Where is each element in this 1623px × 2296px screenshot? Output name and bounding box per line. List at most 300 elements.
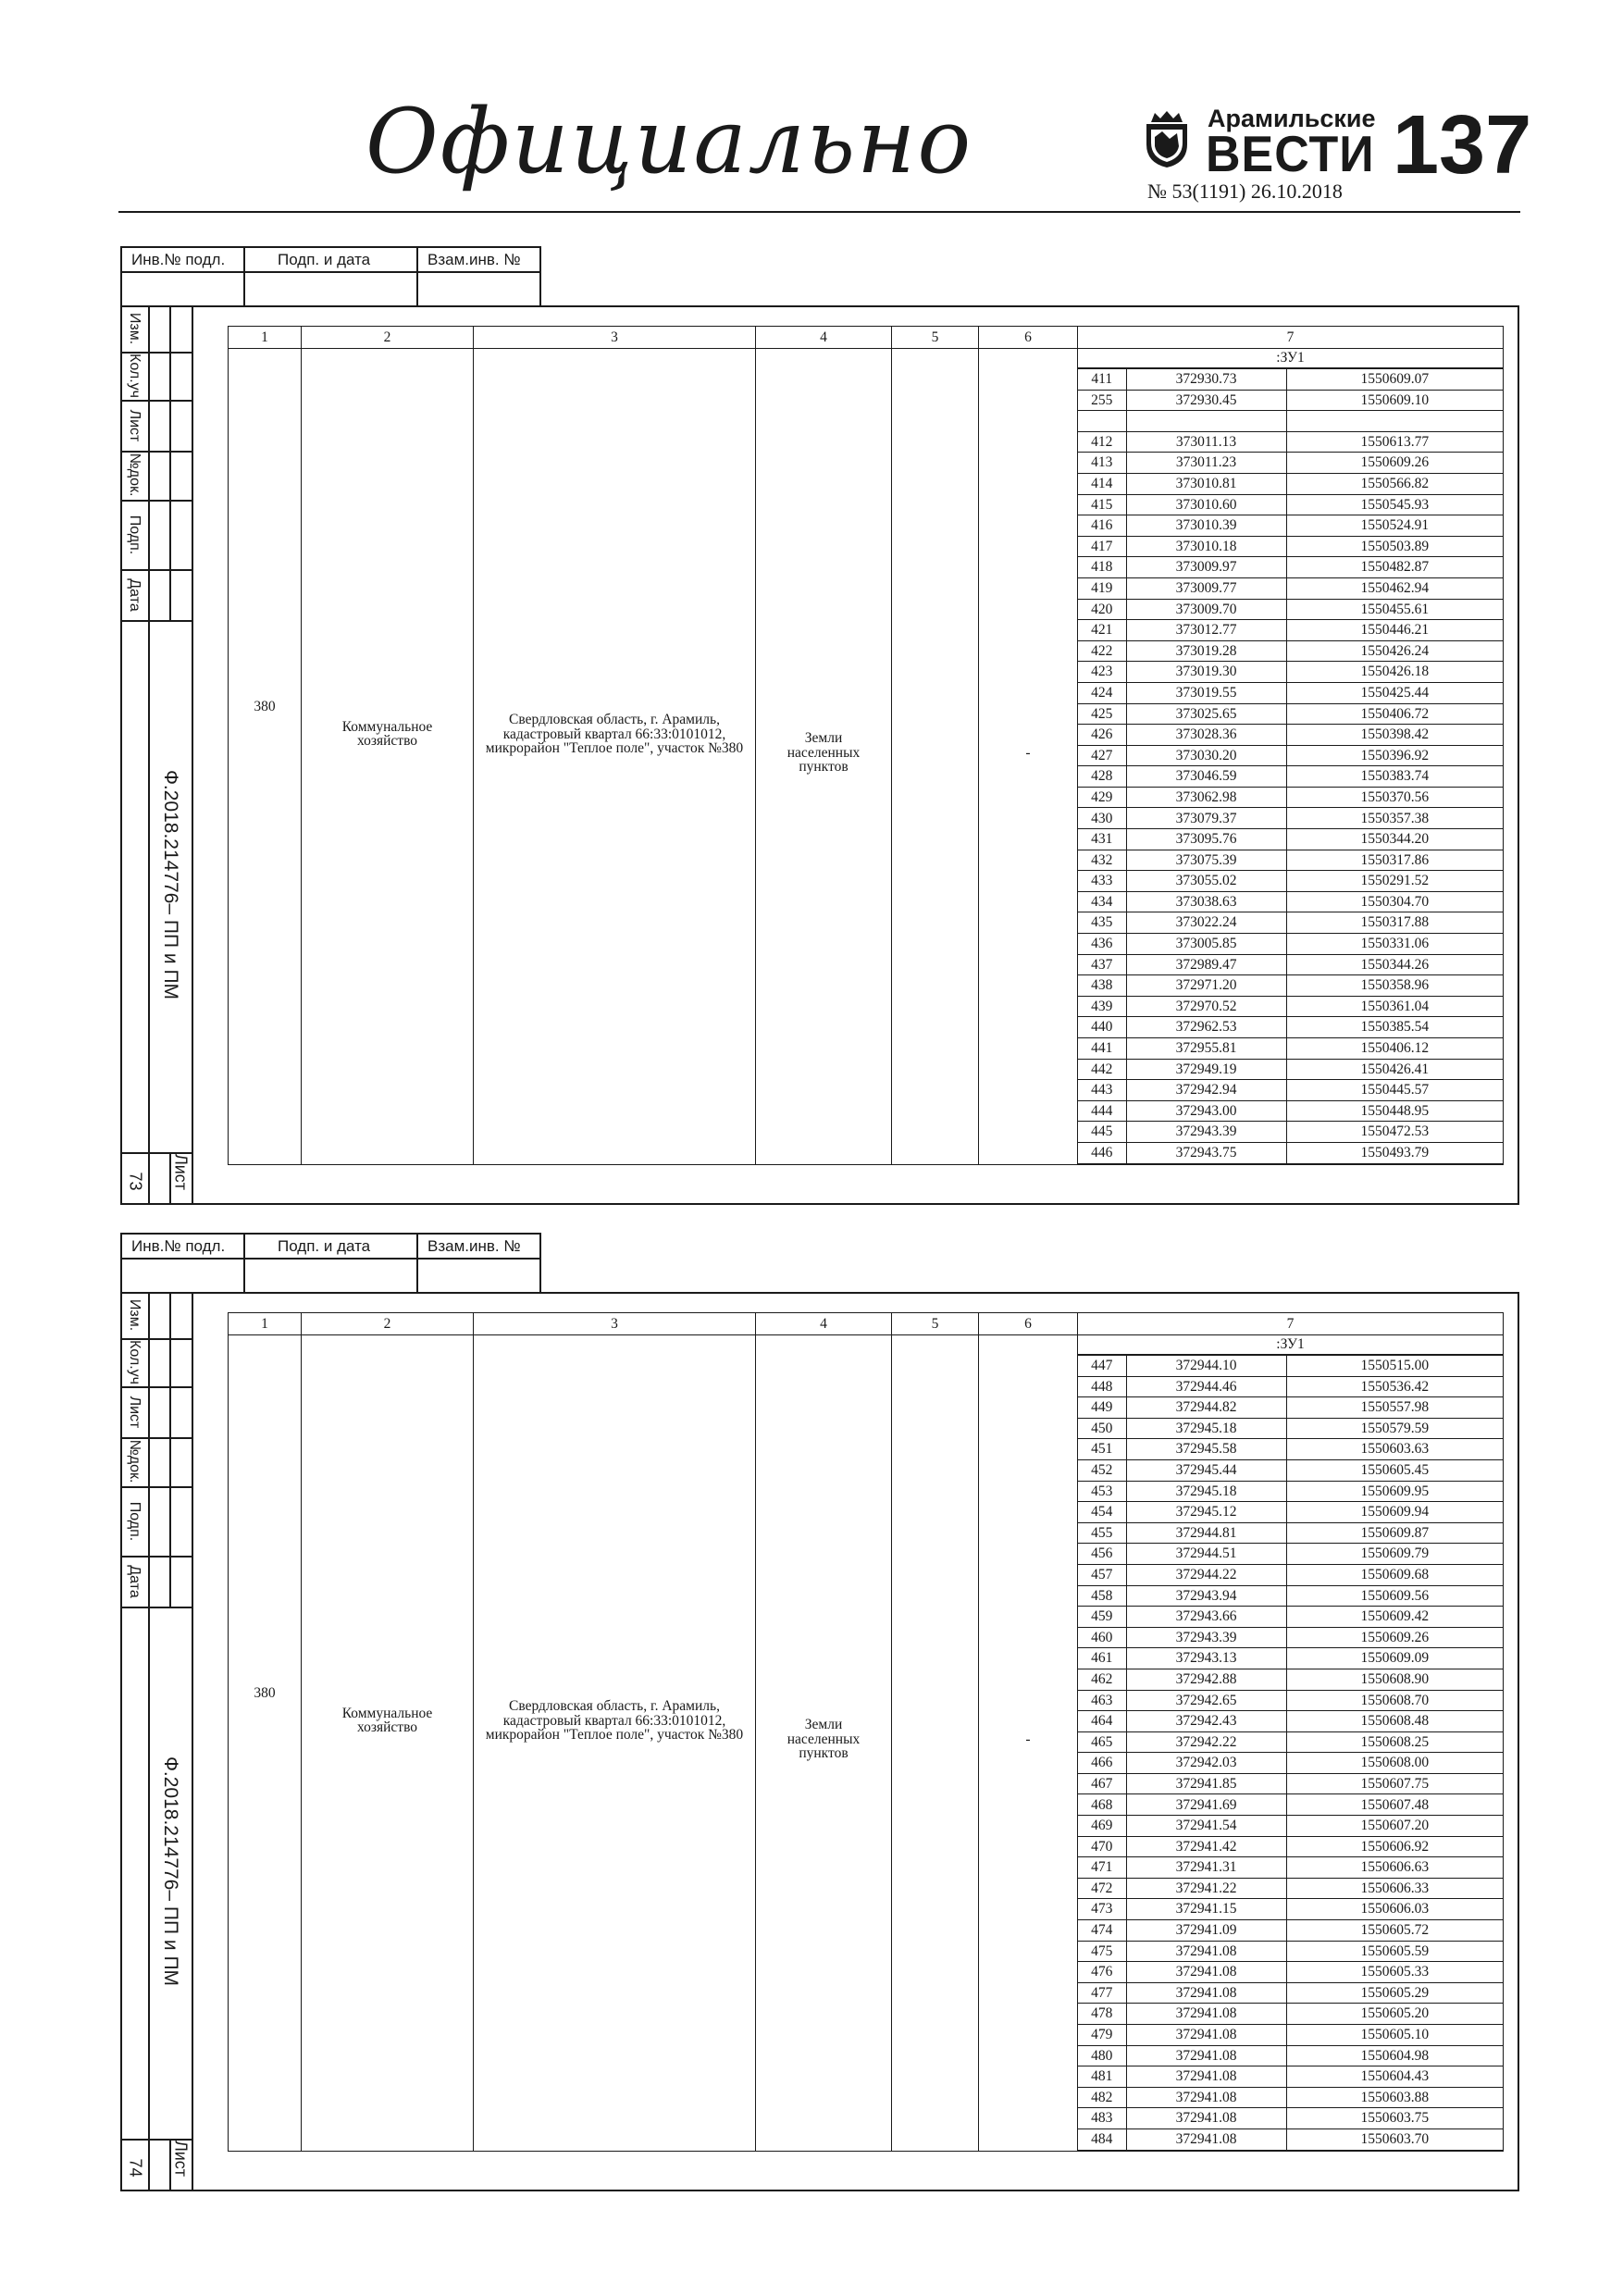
coord-cell: 373010.60	[1126, 494, 1286, 515]
coord-cell: 440	[1078, 1017, 1126, 1038]
coord-cell: 411	[1078, 369, 1126, 391]
table-row	[1078, 536, 1503, 557]
coord-cell: 429	[1078, 787, 1126, 808]
table-row	[1078, 1899, 1503, 1920]
coord-cell: 428	[1078, 766, 1126, 788]
table-row	[1078, 369, 1503, 391]
coord-cell: 372941.08	[1126, 2087, 1286, 2108]
side-label: Кол.уч	[127, 354, 142, 398]
coord-cell: 1550370.56	[1286, 787, 1503, 808]
coord-cell: 372930.45	[1126, 390, 1286, 411]
coord-cell: 1550383.74	[1286, 766, 1503, 788]
table-row	[1078, 1753, 1503, 1774]
coord-cell: 421	[1078, 620, 1126, 641]
coord-cell: 469	[1078, 1816, 1126, 1837]
coord-cell: 1550607.75	[1286, 1773, 1503, 1794]
coord-cell: 372944.82	[1126, 1397, 1286, 1419]
coord-cell: 1550426.41	[1286, 1059, 1503, 1080]
coord-cell: 373009.77	[1126, 577, 1286, 599]
table-row	[1078, 2004, 1503, 2025]
table-row	[1078, 934, 1503, 955]
coord-cell: 1550566.82	[1286, 473, 1503, 494]
plot-purpose: Коммунальное хозяйство	[341, 718, 433, 750]
coord-cell: 373055.02	[1126, 871, 1286, 892]
coord-cell: 427	[1078, 745, 1126, 766]
table-row	[1078, 703, 1503, 725]
coord-cell: 438	[1078, 975, 1126, 997]
coord-cell: 1550317.88	[1286, 912, 1503, 934]
table-row	[1078, 808, 1503, 829]
coord-cell: 412	[1078, 431, 1126, 453]
coord-cell: 1550385.54	[1286, 1017, 1503, 1038]
table-row	[1078, 390, 1503, 411]
plot-col6: -	[1025, 1731, 1031, 1747]
plot-purpose: Коммунальное хозяйство	[341, 1705, 433, 1736]
table-row	[1078, 1794, 1503, 1816]
coord-cell: 1550536.42	[1286, 1376, 1503, 1397]
plot-col6: -	[1025, 744, 1031, 761]
coord-cell: 1550609.87	[1286, 1522, 1503, 1544]
table-row	[1078, 1982, 1503, 2004]
coord-cell: 372941.31	[1126, 1857, 1286, 1879]
coord-cell: 1550304.70	[1286, 891, 1503, 912]
table-row	[1078, 1607, 1503, 1628]
coord-cell: 453	[1078, 1481, 1126, 1502]
coord-cell: 1550344.20	[1286, 829, 1503, 850]
stamp-inv-label: Инв.№ подл.	[131, 251, 226, 268]
coord-cell: 372945.58	[1126, 1439, 1286, 1460]
table-row	[1078, 766, 1503, 788]
coord-cell: 439	[1078, 996, 1126, 1017]
coord-cell: 1550609.95	[1286, 1481, 1503, 1502]
table-row	[1078, 620, 1503, 641]
coord-cell: 1550609.10	[1286, 390, 1503, 411]
coord-cell: 1550291.52	[1286, 871, 1503, 892]
coord-cell: 372949.19	[1126, 1059, 1286, 1080]
sheet-number: 73	[126, 1172, 145, 1191]
document-code: Ф.2018.214776– ПП и ПМ	[160, 1756, 181, 1987]
coord-cell: 1550603.75	[1286, 2108, 1503, 2129]
coord-cell: 372955.81	[1126, 1038, 1286, 1060]
side-label: Дата	[127, 578, 142, 612]
coord-cell: 372944.10	[1126, 1356, 1286, 1377]
column-header: 7	[1078, 1313, 1504, 1335]
coord-cell: 1550609.56	[1286, 1585, 1503, 1607]
coat-of-arms-icon	[1144, 109, 1190, 168]
table-row	[1078, 577, 1503, 599]
coord-cell: 471	[1078, 1857, 1126, 1879]
table-row	[1078, 1356, 1503, 1377]
table-row	[1078, 829, 1503, 850]
coord-cell: 372945.18	[1126, 1481, 1286, 1502]
table-row	[1078, 996, 1503, 1017]
coord-cell: 373079.37	[1126, 808, 1286, 829]
coord-cell: 1550446.21	[1286, 620, 1503, 641]
table-row	[1078, 1690, 1503, 1711]
coord-cell: 373009.70	[1126, 599, 1286, 620]
coord-cell: 1550425.44	[1286, 682, 1503, 703]
coord-cell: 1550613.77	[1286, 431, 1503, 453]
coord-cell: 1550608.70	[1286, 1690, 1503, 1711]
coord-cell: 372942.65	[1126, 1690, 1286, 1711]
sheet-label: Лист	[171, 2140, 191, 2178]
coord-cell: 479	[1078, 2025, 1126, 2046]
table-row	[1078, 1773, 1503, 1794]
coord-cell: 417	[1078, 536, 1126, 557]
coord-cell: 372944.46	[1126, 1376, 1286, 1397]
coord-cell: 468	[1078, 1794, 1126, 1816]
coord-cell: 465	[1078, 1731, 1126, 1753]
coord-cell: 444	[1078, 1100, 1126, 1122]
coord-cell: 373009.97	[1126, 557, 1286, 578]
plot-address: Свердловская область, г. Арамиль, кадастровый квартал 66:33:0101012, микрорайон "Теплое поле", участок №380	[485, 712, 744, 757]
coord-cell: 441	[1078, 1038, 1126, 1060]
coord-cell: 372941.08	[1126, 2108, 1286, 2129]
coord-cell: 461	[1078, 1648, 1126, 1669]
column-header: 6	[979, 1313, 1078, 1335]
coord-cell: 1550605.29	[1286, 1982, 1503, 2004]
coord-cell: 442	[1078, 1059, 1126, 1080]
plot-address: Свердловская область, г. Арамиль, кадастровый квартал 66:33:0101012, микрорайон "Теплое поле", участок №380	[485, 1698, 744, 1744]
land-plot-table	[228, 326, 1504, 1165]
coord-cell: 1550515.00	[1286, 1356, 1503, 1377]
coord-cell: 451	[1078, 1439, 1126, 1460]
coord-cell: 1550445.57	[1286, 1080, 1503, 1101]
column-header: 4	[756, 1313, 892, 1335]
logo-top-text: Арамильские	[1208, 105, 1376, 132]
coord-cell: 1550462.94	[1286, 577, 1503, 599]
coord-cell: 372941.08	[1126, 2025, 1286, 2046]
coord-cell: 1550426.18	[1286, 662, 1503, 683]
coord-cell: 459	[1078, 1607, 1126, 1628]
coord-cell: 1550331.06	[1286, 934, 1503, 955]
coord-cell: 1550608.00	[1286, 1753, 1503, 1774]
coord-cell: 1550317.86	[1286, 850, 1503, 871]
coord-cell: 372971.20	[1126, 975, 1286, 997]
table-row	[1078, 1585, 1503, 1607]
coord-cell: 480	[1078, 2045, 1126, 2066]
coord-cell: 1550606.03	[1286, 1899, 1503, 1920]
table-row	[1078, 1522, 1503, 1544]
coord-cell: 372943.66	[1126, 1607, 1286, 1628]
page-number: 137	[1393, 99, 1532, 192]
coord-cell: 1550607.48	[1286, 1794, 1503, 1816]
table-row	[1078, 850, 1503, 871]
table-row	[1078, 1122, 1503, 1143]
coord-cell: 372945.12	[1126, 1502, 1286, 1523]
coord-cell: 436	[1078, 934, 1126, 955]
coord-cell: 372943.13	[1126, 1648, 1286, 1669]
coord-cell: 475	[1078, 1941, 1126, 1962]
coord-cell: 372941.42	[1126, 1836, 1286, 1857]
table-row	[1078, 1962, 1503, 1983]
table-row	[1078, 1711, 1503, 1732]
coord-cell: 448	[1078, 1376, 1126, 1397]
table-row	[1078, 2025, 1503, 2046]
plot-category: Земли населенных пунктов	[787, 730, 861, 776]
side-label: Кол.уч	[127, 1340, 142, 1384]
coord-cell: 372962.53	[1126, 1017, 1286, 1038]
coord-cell: 372944.22	[1126, 1564, 1286, 1585]
coord-cell: 1550604.98	[1286, 2045, 1503, 2066]
sheet-label: Лист	[171, 1153, 191, 1191]
coord-cell: 372943.75	[1126, 1142, 1286, 1163]
coord-cell: 372942.88	[1126, 1669, 1286, 1690]
coord-cell: 372941.08	[1126, 1962, 1286, 1983]
coord-cell: 447	[1078, 1356, 1126, 1377]
table-row	[1078, 1038, 1503, 1060]
coord-cell: 483	[1078, 2108, 1126, 2129]
logo-main-text: ВЕСТИ	[1206, 126, 1375, 183]
coord-cell: 1550448.95	[1286, 1100, 1503, 1122]
table-row	[1078, 1142, 1503, 1163]
coord-cell: 473	[1078, 1899, 1126, 1920]
coord-cell: 372942.43	[1126, 1711, 1286, 1732]
coord-cell: 476	[1078, 1962, 1126, 1983]
coord-cell: 1550606.63	[1286, 1857, 1503, 1879]
coord-cell: 1550603.88	[1286, 2087, 1503, 2108]
table-row	[229, 349, 1504, 1165]
coord-cell: 372941.15	[1126, 1899, 1286, 1920]
table-row	[1078, 1627, 1503, 1648]
table-row	[1078, 745, 1503, 766]
coord-cell: 423	[1078, 662, 1126, 683]
stamp-sign-label: Подп. и дата	[278, 251, 371, 268]
zone-label: :ЗУ1	[1078, 1335, 1503, 1355]
side-label: Подп.	[127, 515, 142, 555]
coord-cell: 416	[1078, 515, 1126, 537]
plot-number: 380	[254, 698, 276, 714]
coord-cell: 372944.81	[1126, 1522, 1286, 1544]
table-row	[1078, 515, 1503, 537]
column-header: 4	[756, 327, 892, 349]
coord-cell: 372941.85	[1126, 1773, 1286, 1794]
coord-cell: 418	[1078, 557, 1126, 578]
table-row	[1078, 1836, 1503, 1857]
stamp-sign-label: Подп. и дата	[278, 1237, 371, 1255]
coord-cell: 1550609.42	[1286, 1607, 1503, 1628]
coord-cell: 463	[1078, 1690, 1126, 1711]
plot-category: Земли населенных пунктов	[787, 1717, 861, 1762]
coord-cell: 373012.77	[1126, 620, 1286, 641]
column-header: 1	[229, 327, 302, 349]
side-label: Лист	[127, 1396, 142, 1429]
coord-cell: 372930.73	[1126, 369, 1286, 391]
coord-cell: 462	[1078, 1669, 1126, 1690]
table-row	[1078, 1920, 1503, 1942]
coord-cell: 435	[1078, 912, 1126, 934]
coord-cell: 373010.81	[1126, 473, 1286, 494]
column-header: 5	[892, 1313, 979, 1335]
coord-cell: 372943.39	[1126, 1122, 1286, 1143]
column-header-row	[229, 1313, 1504, 1335]
table-row	[1078, 473, 1503, 494]
table-row	[1078, 1017, 1503, 1038]
coord-cell: 1550396.92	[1286, 745, 1503, 766]
side-label: Подп.	[127, 1501, 142, 1542]
coord-cell: 443	[1078, 1080, 1126, 1101]
coord-cell: 372941.08	[1126, 2004, 1286, 2025]
issue-info: № 53(1191) 26.10.2018	[1147, 180, 1343, 203]
coord-cell: 424	[1078, 682, 1126, 703]
coord-cell: 460	[1078, 1627, 1126, 1648]
table-row	[1078, 1564, 1503, 1585]
column-header: 3	[474, 1313, 756, 1335]
table-row	[1078, 1100, 1503, 1122]
coord-cell: 484	[1078, 2128, 1126, 2150]
coord-cell: 373011.13	[1126, 431, 1286, 453]
coord-cell: 455	[1078, 1522, 1126, 1544]
table-row	[1078, 1941, 1503, 1962]
table-row	[1078, 912, 1503, 934]
land-plot-table	[228, 1312, 1504, 2152]
coord-cell: 373005.85	[1126, 934, 1286, 955]
coord-cell: 1550503.89	[1286, 536, 1503, 557]
coord-cell: 372943.39	[1126, 1627, 1286, 1648]
coord-cell: 456	[1078, 1544, 1126, 1565]
table-row	[1078, 1857, 1503, 1879]
coord-cell: 1550607.20	[1286, 1816, 1503, 1837]
table-row	[1078, 431, 1503, 453]
coord-cell: 1550609.26	[1286, 1627, 1503, 1648]
coord-cell: 372941.08	[1126, 2045, 1286, 2066]
zone-label: :ЗУ1	[1078, 349, 1503, 368]
stamp-vzam-label: Взам.инв. №	[427, 1237, 521, 1255]
table-row	[1078, 1080, 1503, 1101]
table-row	[1078, 494, 1503, 515]
table-row	[1078, 2128, 1503, 2150]
coord-cell: 373011.23	[1126, 453, 1286, 474]
plot-number: 380	[254, 1684, 276, 1701]
coord-cell: 372941.54	[1126, 1816, 1286, 1837]
coord-cell: 1550608.25	[1286, 1731, 1503, 1753]
table-row	[1078, 2066, 1503, 2088]
coord-cell: 1550609.79	[1286, 1544, 1503, 1565]
table-row	[1078, 1502, 1503, 1523]
table-row	[1078, 1669, 1503, 1690]
coord-cell: 1550605.72	[1286, 1920, 1503, 1942]
coord-cell: 1550609.94	[1286, 1502, 1503, 1523]
coord-cell: 1550545.93	[1286, 494, 1503, 515]
coord-cell: 373075.39	[1126, 850, 1286, 871]
coord-cell: 372942.22	[1126, 1731, 1286, 1753]
coord-cell: 470	[1078, 1836, 1126, 1857]
table-row	[1078, 871, 1503, 892]
table-row	[1078, 725, 1503, 746]
coord-cell: 1550603.63	[1286, 1439, 1503, 1460]
side-label: №док.	[127, 1439, 142, 1483]
column-header: 7	[1078, 327, 1504, 349]
coord-cell: 373062.98	[1126, 787, 1286, 808]
coord-cell: 1550609.26	[1286, 453, 1503, 474]
coord-cell: 458	[1078, 1585, 1126, 1607]
table-row	[1078, 954, 1503, 975]
coord-cell: 1550493.79	[1286, 1142, 1503, 1163]
table-row	[1078, 1397, 1503, 1419]
table-row	[229, 1335, 1504, 2152]
coordinates-table	[1078, 1355, 1503, 2151]
side-label: Дата	[127, 1565, 142, 1598]
coord-cell: 1550579.59	[1286, 1418, 1503, 1439]
coord-cell: 1550606.33	[1286, 1878, 1503, 1899]
section-title: Официально	[365, 90, 973, 193]
table-row	[1078, 975, 1503, 997]
coord-cell: 372945.44	[1126, 1459, 1286, 1481]
column-header: 5	[892, 327, 979, 349]
coord-cell: 1550609.68	[1286, 1564, 1503, 1585]
coord-cell: 1550603.70	[1286, 2128, 1503, 2150]
coord-cell: 372944.51	[1126, 1544, 1286, 1565]
coord-cell: 372941.08	[1126, 1941, 1286, 1962]
table-row	[1078, 1816, 1503, 1837]
coord-cell: 1550605.59	[1286, 1941, 1503, 1962]
coord-cell: 1550605.45	[1286, 1459, 1503, 1481]
table-row	[1078, 2087, 1503, 2108]
coord-cell: 1550426.24	[1286, 640, 1503, 662]
table-row	[1078, 1878, 1503, 1899]
coord-cell: 1550608.48	[1286, 1711, 1503, 1732]
coord-cell: 1550398.42	[1286, 725, 1503, 746]
table-row	[1078, 2108, 1503, 2129]
coord-cell: 452	[1078, 1459, 1126, 1481]
coord-cell: 373010.18	[1126, 536, 1286, 557]
coord-cell: 1550472.53	[1286, 1122, 1503, 1143]
side-label: Изм.	[127, 1298, 142, 1332]
document-code: Ф.2018.214776– ПП и ПМ	[160, 769, 181, 1000]
table-row	[1078, 1459, 1503, 1481]
coord-cell: 464	[1078, 1711, 1126, 1732]
coord-cell: 413	[1078, 453, 1126, 474]
coord-cell: 372970.52	[1126, 996, 1286, 1017]
table-row	[1078, 599, 1503, 620]
coord-cell: 372945.18	[1126, 1418, 1286, 1439]
coord-cell: 454	[1078, 1502, 1126, 1523]
table-row	[1078, 1648, 1503, 1669]
column-header: 6	[979, 327, 1078, 349]
side-label: Лист	[127, 409, 142, 442]
coord-cell: 1550605.10	[1286, 2025, 1503, 2046]
coord-cell: 437	[1078, 954, 1126, 975]
coord-cell: 255	[1078, 390, 1126, 411]
coord-cell: 372941.08	[1126, 1982, 1286, 2004]
coord-cell: 1550455.61	[1286, 599, 1503, 620]
coord-cell: 1550482.87	[1286, 557, 1503, 578]
coord-cell: 477	[1078, 1982, 1126, 2004]
coord-cell: 373010.39	[1126, 515, 1286, 537]
coord-cell: 474	[1078, 1920, 1126, 1942]
coord-cell: 373046.59	[1126, 766, 1286, 788]
coord-cell: 481	[1078, 2066, 1126, 2088]
table-row	[1078, 557, 1503, 578]
coord-cell: 373028.36	[1126, 725, 1286, 746]
side-label: №док.	[127, 453, 142, 497]
coord-cell: 415	[1078, 494, 1126, 515]
coord-cell: 373038.63	[1126, 891, 1286, 912]
coord-cell: 445	[1078, 1122, 1126, 1143]
coord-cell: 372941.08	[1126, 2128, 1286, 2150]
coord-cell: 467	[1078, 1773, 1126, 1794]
coord-cell: 1550609.07	[1286, 369, 1503, 391]
table-row	[1078, 1731, 1503, 1753]
table-row	[1078, 891, 1503, 912]
table-row	[1078, 453, 1503, 474]
coord-cell: 372941.69	[1126, 1794, 1286, 1816]
column-header-row	[229, 327, 1504, 349]
table-row-spacer	[1078, 411, 1503, 432]
coord-cell: 373030.20	[1126, 745, 1286, 766]
coord-cell: 1550524.91	[1286, 515, 1503, 537]
table-row	[1078, 1059, 1503, 1080]
